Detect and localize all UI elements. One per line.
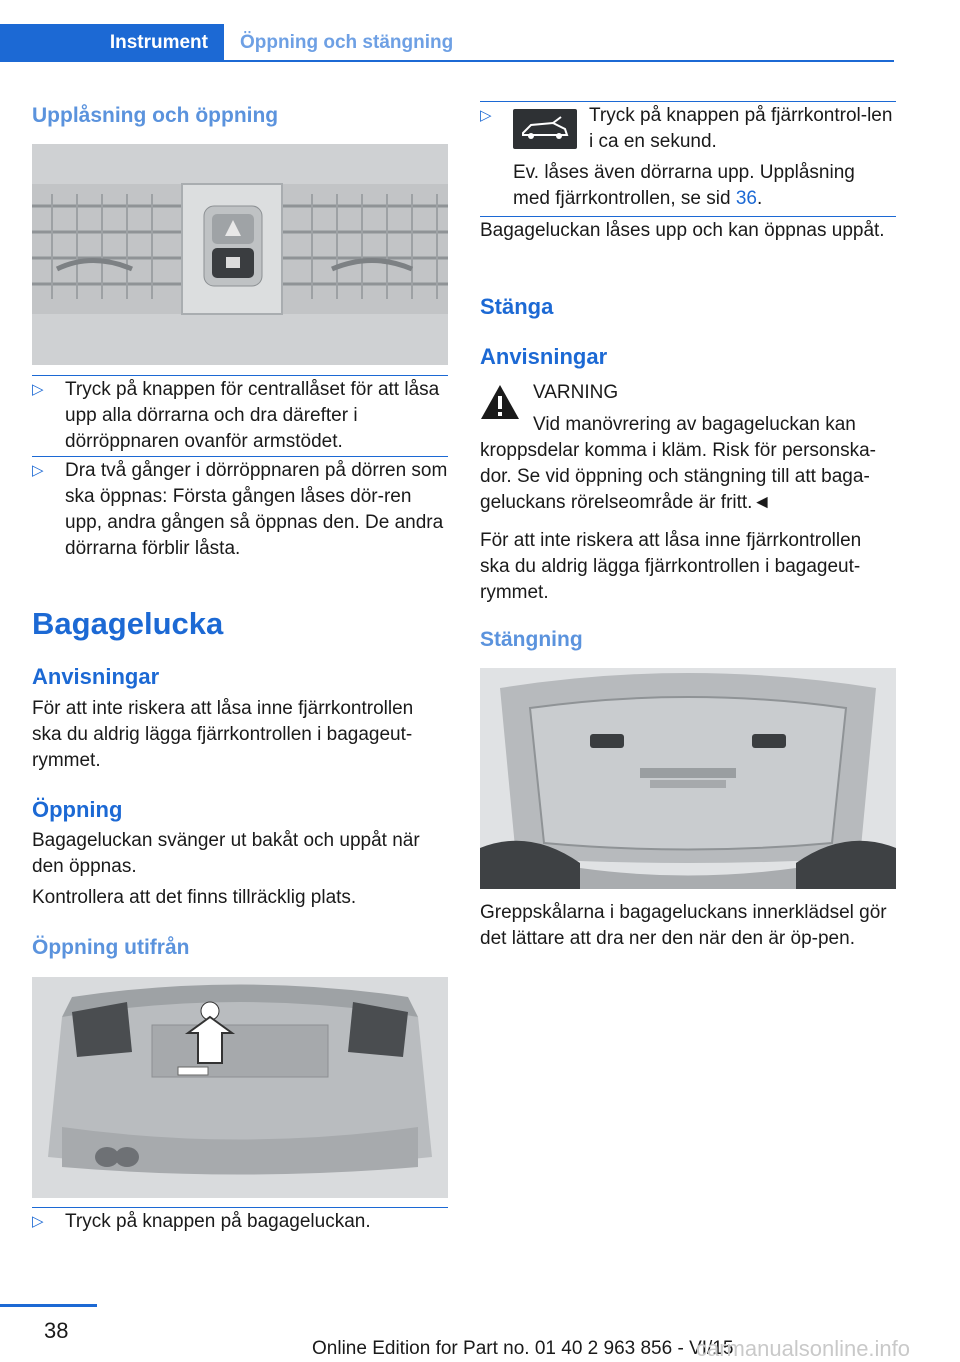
bullet-text: Tryck på knappen för centrallåset för att låsa upp alla dörrarna och dra därefter i dörröppnaren ovanför armstödet. bbox=[65, 379, 440, 452]
bullet-triangle-icon: ▷ bbox=[480, 107, 492, 124]
edition-info: Online Edition for Part no. 01 40 2 963 856 - VI/15 bbox=[312, 1338, 734, 1359]
page-number: 38 bbox=[44, 1318, 69, 1343]
header-rule bbox=[0, 60, 894, 62]
paragraph-oppning-2: Kontrollera att det finns tillräcklig plats. bbox=[32, 887, 357, 908]
bullet-divider bbox=[32, 1207, 448, 1208]
watermark: carmanualsonline.info bbox=[696, 1336, 911, 1361]
tab-oppning-och-stangning[interactable]: Öppning och stängning bbox=[240, 32, 454, 53]
bullet-divider bbox=[32, 456, 448, 457]
bullet-triangle-icon: ▷ bbox=[32, 381, 44, 398]
footer-rule bbox=[0, 1304, 97, 1307]
warning-text: Vid manövrering av bagageluckan kan kroppsdelar komma i kläm. Risk för personska-dor. Se vid öppning och stängning till att baga-geluckans rörelseområde är fritt.◄ bbox=[480, 414, 876, 513]
bullet-text: Dra två gånger i dörröppnaren på dörren som ska öppnas: Första gången låses dör-ren upp, andra gången så öppnas den. De andra dörrarna förblir låsta. bbox=[65, 460, 448, 559]
bullet-triangle-icon: ▷ bbox=[32, 462, 44, 479]
bullet-text: Tryck på knappen på fjärrkontrol-len i ca en sekund. bbox=[589, 105, 893, 152]
bullet-divider bbox=[480, 101, 896, 102]
bullet-divider bbox=[32, 375, 448, 376]
trunk-lid-image bbox=[480, 668, 896, 889]
warning-title: VARNING bbox=[533, 382, 619, 403]
paragraph-greppskalar: Greppskålarna i bagageluckans innerklädsel gör det lättare att dra ner den när den är öp-pen. bbox=[480, 902, 887, 949]
tab-instrument[interactable]: Instrument bbox=[0, 24, 224, 62]
paragraph-anvisningar: För att inte riskera att låsa inne fjärrkontrollen ska du aldrig lägga fjärrkontrollen i bagageut-rymmet. bbox=[32, 698, 414, 771]
heading-bagagelucka: Bagagelucka bbox=[32, 606, 224, 641]
bullet-item bbox=[32, 458, 448, 562]
heading-stanga: Stänga bbox=[480, 294, 554, 319]
trunk-lid-illustration bbox=[480, 668, 896, 889]
heading-upplasning: Upplåsning och öppning bbox=[32, 104, 279, 127]
heading-oppning: Öppning bbox=[32, 797, 123, 822]
car-trunk-remote-icon bbox=[513, 109, 577, 149]
bullet-triangle-icon: ▷ bbox=[32, 1213, 44, 1230]
door-lock-button-image bbox=[32, 144, 448, 365]
bullet-divider bbox=[480, 216, 896, 217]
bullet-text: Tryck på knappen på bagageluckan. bbox=[65, 1211, 371, 1232]
heading-anvisningar: Anvisningar bbox=[32, 664, 160, 689]
bullet-item bbox=[480, 103, 896, 155]
bullet-item bbox=[32, 377, 448, 455]
car-rear-illustration bbox=[32, 977, 448, 1198]
paragraph-fjarrkontroll: För att inte riskera att låsa inne fjärrkontrollen ska du aldrig lägga fjärrkontrollen i bagageut-rymmet. bbox=[480, 530, 862, 603]
page-link-36[interactable]: 36 bbox=[735, 188, 757, 209]
door-lock-button-illustration bbox=[32, 144, 448, 365]
heading-oppning-utifran: Öppning utifrån bbox=[32, 936, 190, 959]
running-header bbox=[0, 24, 894, 62]
car-rear-image bbox=[32, 977, 448, 1198]
heading-anvisningar-right: Anvisningar bbox=[480, 344, 608, 369]
bullet-item bbox=[32, 1209, 448, 1235]
paragraph-oppning-1: Bagageluckan svänger ut bakåt och uppåt när den öppnas. bbox=[32, 830, 420, 877]
heading-stangning: Stängning bbox=[480, 628, 583, 651]
paragraph-remote-note: Ev. låses även dörrarna upp. Upplåsning med fjärrkontrollen, se sid 36. bbox=[513, 162, 855, 209]
paragraph-lases-upp: Bagageluckan låses upp och kan öppnas uppåt. bbox=[480, 220, 885, 241]
